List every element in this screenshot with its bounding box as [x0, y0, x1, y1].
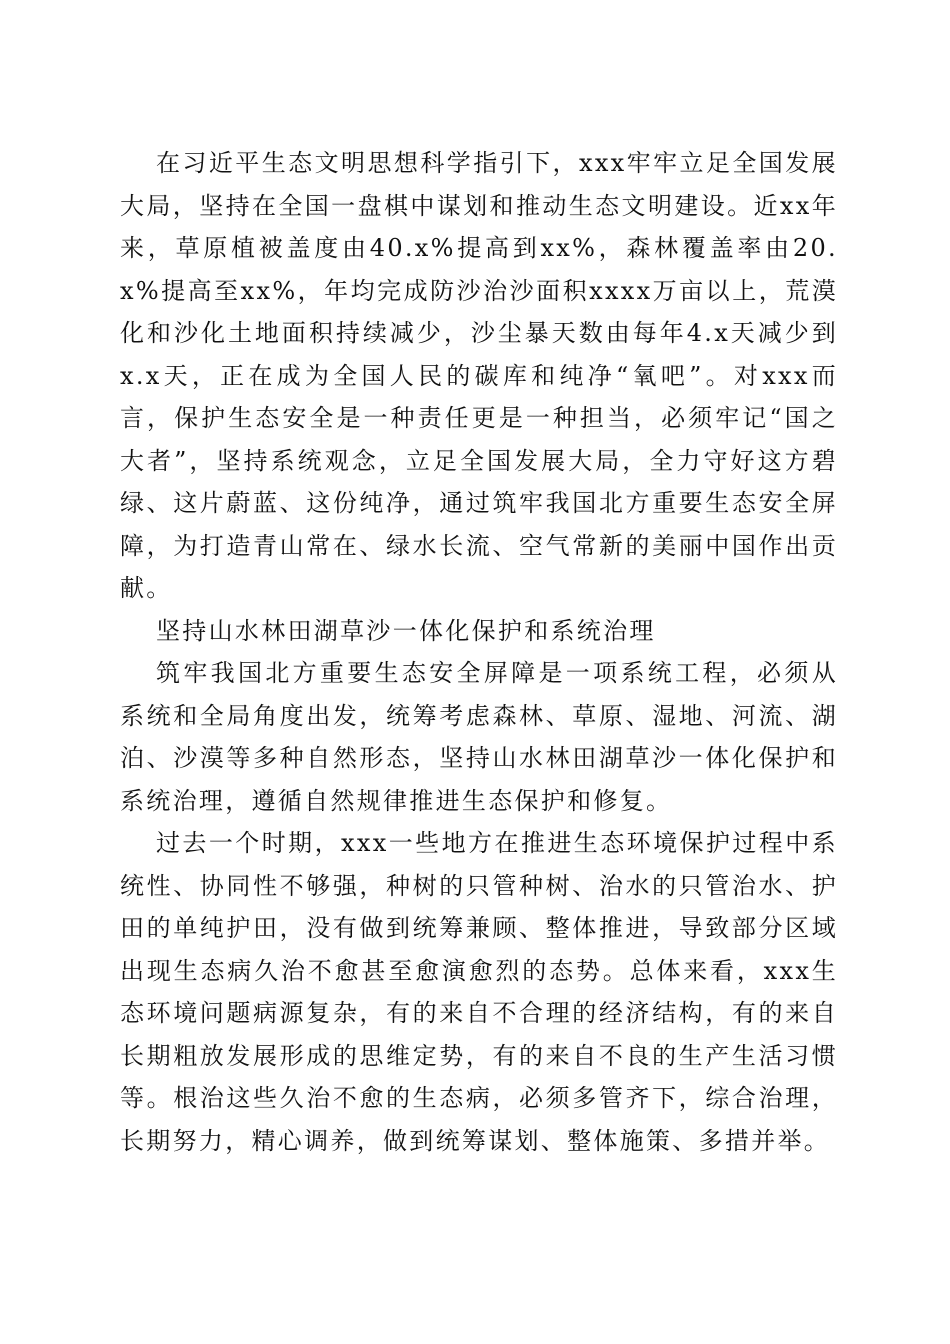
document-body: [120, 142, 838, 1162]
paragraph-system-engineering: 筑牢我国北方重要生态安全屏障是一项系统工程，必须从系统和全局角度出发，统筹考虑森林、草原、湿地、河流、湖泊、沙漠等多种自然形态，坚持山水林田湖草沙一体化保护和系统治理，遵循自然规律推进生态保护和修复。: [120, 659, 838, 815]
section-heading: 坚持山水林田湖草沙一体化保护和系统治理: [156, 616, 656, 645]
paragraph-past-period: 过去一个时期，xxx一些地方在推进生态环境保护过程中系统性、协同性不够强，种树的只管种树、治水的只管治水、护田的单纯护田，没有做到统筹兼顾、整体推进，导致部分区域出现生态病久治不愈甚至愈演愈烈的态势。总体来看，xxx生态环境问题病源复杂，有的来自不合理的经济结构，有的来自长期粗放发展形成的思维定势，有的来自不良的生产生活习惯等。根治这些久治不愈的生态病，必须多管齐下，综合治理，长期努力，精心调养，做到统筹谋划、整体施策、多措并举。: [120, 829, 838, 1155]
paragraph-intro: 在习近平生态文明思想科学指引下，xxx牢牢立足全国发展大局，坚持在全国一盘棋中谋划和推动生态文明建设。近xx年来，草原植被盖度由40.x%提高到xx%，森林覆盖率由20.x%提高至xx%，年均完成防沙治沙面积xxxx万亩以上，荒漠化和沙化土地面积持续减少，沙尘暴天数由每年4.x天减少到x.x天，正在成为全国人民的碳库和纯净“氧吧”。对xxx而言，保护生态安全是一种责任更是一种担当，必须牢记“国之大者”，坚持系统观念，立足全国发展大局，全力守好这方碧绿、这片蔚蓝、这份纯净，通过筑牢我国北方重要生态安全屏障，为打造青山常在、绿水长流、空气常新的美丽中国作出贡献。: [120, 149, 838, 602]
